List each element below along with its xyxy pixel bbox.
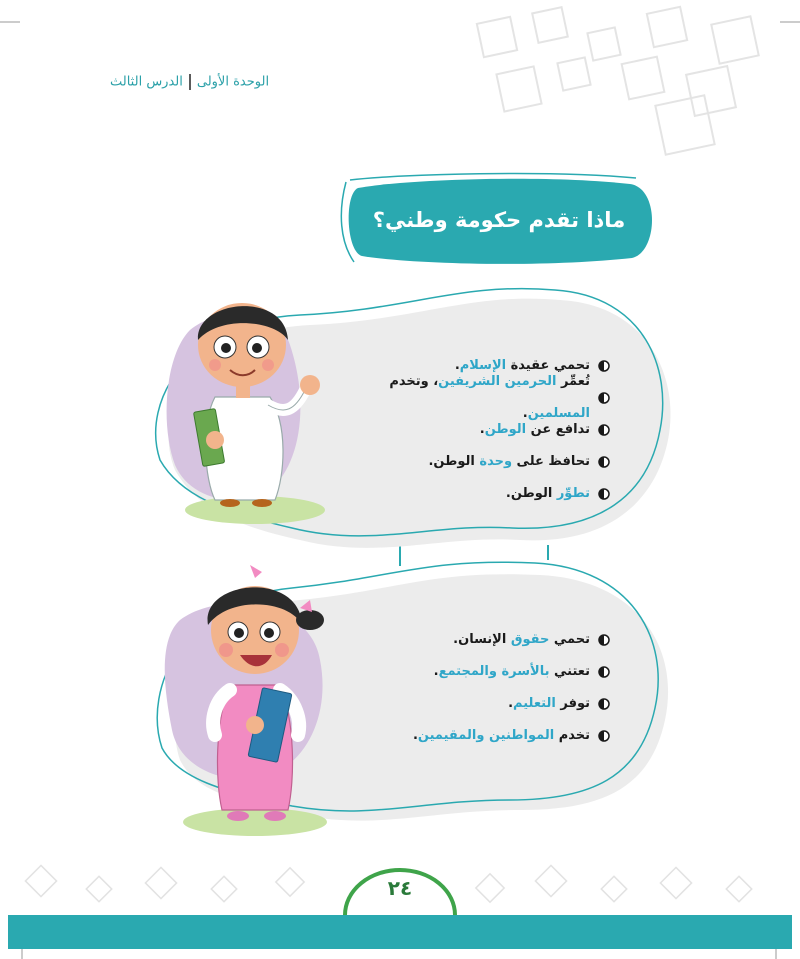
half-circle-bullet-icon <box>598 730 610 742</box>
list-item-text <box>506 478 590 510</box>
list-item <box>330 720 610 752</box>
half-circle-bullet-icon <box>598 392 610 404</box>
list-text-part: توفر <box>555 696 590 711</box>
half-circle-bullet-icon <box>598 488 610 500</box>
girl-illustration <box>160 560 350 840</box>
list-item-text <box>434 656 590 688</box>
half-circle-bullet-icon <box>598 424 610 436</box>
title-banner <box>340 172 658 268</box>
list-text-part: . <box>433 664 439 679</box>
highlighted-term: تطوِّر <box>556 486 590 501</box>
highlighted-term: التعليم <box>513 696 556 711</box>
list-text-part: . <box>508 696 514 711</box>
list-text-part: . <box>412 728 418 743</box>
list-text-part: . <box>479 422 485 437</box>
list-text-part: . <box>454 358 460 373</box>
list-item-text <box>428 446 590 478</box>
list-item-text <box>413 720 590 752</box>
list-item-text <box>453 624 590 656</box>
unit-label: الوحدة الأولى <box>196 74 270 90</box>
list-text-part: تخدم <box>554 728 590 743</box>
lesson-label: الدرس الثالث <box>110 74 183 90</box>
girl-section-list <box>330 624 610 752</box>
list-text-part: تعتني <box>549 664 590 679</box>
list-text-part: ، وتخدم <box>389 374 439 389</box>
half-circle-bullet-icon <box>598 634 610 646</box>
list-text-part: الوطن. <box>505 486 557 501</box>
boy-illustration <box>160 285 340 525</box>
unit-lesson-header <box>110 74 310 100</box>
list-text-part: الإنسان. <box>453 632 511 647</box>
highlighted-term: حقوق <box>510 632 550 647</box>
list-item <box>330 478 610 510</box>
highlighted-term: الوطن <box>484 422 527 437</box>
highlighted-term: الحرمين الشريفين <box>438 374 557 389</box>
list-item <box>330 624 610 656</box>
half-circle-bullet-icon <box>598 698 610 710</box>
highlighted-term: بالأسرة والمجتمع <box>438 664 550 679</box>
list-text-part: تحمي عقيدة <box>506 358 590 373</box>
list-item <box>330 446 610 478</box>
list-text-part: تحافظ على <box>512 454 590 469</box>
list-text-part: تُعمِّر <box>556 374 590 389</box>
highlighted-term: المسلمين <box>527 406 590 421</box>
highlighted-term: المواطنين والمقيمين <box>417 728 555 743</box>
list-item-text <box>480 414 590 446</box>
page-number: ٢٤ <box>387 876 413 900</box>
list-text-part: تدافع عن <box>526 422 590 437</box>
half-circle-bullet-icon <box>598 666 610 678</box>
half-circle-bullet-icon <box>598 456 610 468</box>
list-text-part: الوطن. <box>428 454 480 469</box>
list-item <box>330 374 610 421</box>
list-text-part: . <box>522 406 528 421</box>
list-item <box>330 688 610 720</box>
list-text-part: تحمي <box>549 632 590 647</box>
page-title: ماذا تقدم حكومة وطني؟ <box>372 208 626 232</box>
list-item-text <box>508 688 590 720</box>
highlighted-term: الإسلام <box>459 358 507 373</box>
header-separator <box>189 74 191 90</box>
half-circle-bullet-icon <box>598 360 610 372</box>
list-item <box>330 656 610 688</box>
highlighted-term: وحدة <box>479 454 513 469</box>
boy-section-list <box>330 350 610 510</box>
